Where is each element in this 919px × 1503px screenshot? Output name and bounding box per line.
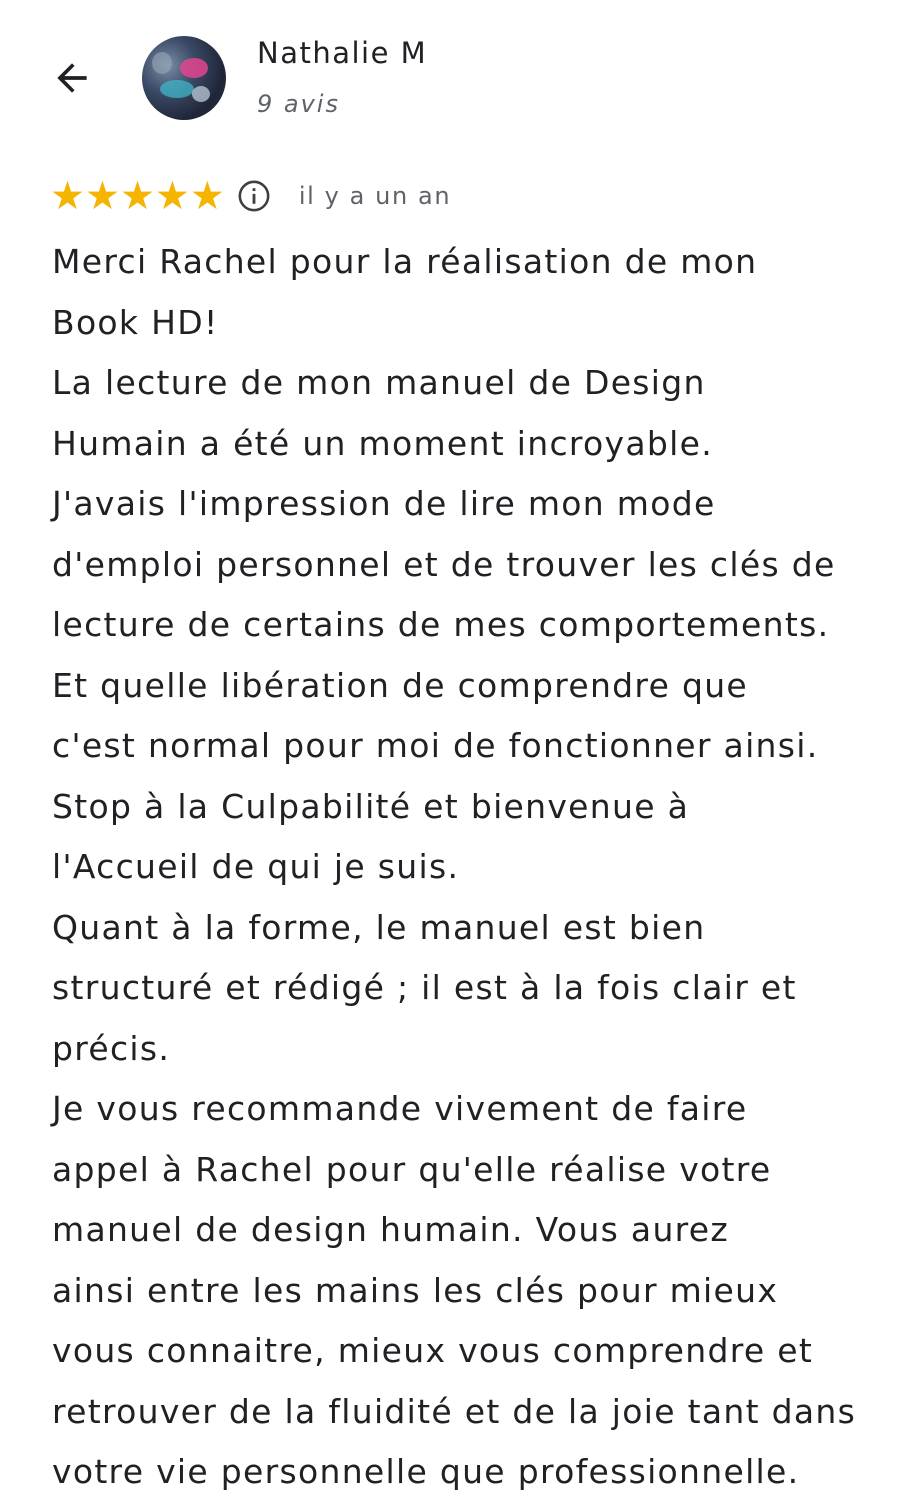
review-count: 9 avis	[257, 90, 340, 118]
star-icon: ★	[119, 173, 155, 219]
review-text-line: manuel de design humain. Vous aurez	[52, 1210, 730, 1249]
star-rating	[50, 173, 225, 219]
reviewer-name[interactable]: Nathalie M	[257, 36, 428, 70]
info-button[interactable]	[237, 179, 271, 213]
review-text-line: d'emploi personnel et de trouver les clés de	[52, 544, 836, 584]
review-date: il y a un an	[298, 182, 452, 210]
review-header	[0, 0, 919, 150]
star-icon: ★	[50, 173, 85, 219]
review-text-line: votre vie personnelle que professionnelle.	[52, 1452, 800, 1491]
review-text-line: Humain a été un moment incroyable.	[52, 423, 713, 463]
review-text-line: c'est normal pour moi de fonctionner ainsi.	[52, 726, 819, 765]
review-text-line: lecture de certains de mes comportements.	[52, 605, 830, 644]
review-text-line: Et quelle libération de comprendre que	[52, 665, 749, 705]
review-text-line: La lecture de mon manuel de Design	[52, 363, 706, 402]
review-text	[52, 232, 882, 1503]
star-icon: ★	[84, 173, 120, 219]
review-text-line: J'avais l'impression de lire mon mode	[52, 484, 716, 523]
review-text-line: Book HD!	[52, 302, 219, 342]
review-meta	[50, 172, 451, 220]
review-text-line: appel à Rachel pour qu'elle réalise votre	[52, 1149, 772, 1189]
review-text-line: retrouver de la fluidité et de la joie tant dans	[52, 1391, 857, 1431]
review-text-line: l'Accueil de qui je suis.	[52, 847, 460, 886]
review-text-line: Quant à la forme, le manuel est bien	[52, 907, 706, 947]
review-text-line: Stop à la Culpabilité et bienvenue à	[52, 786, 690, 826]
info-icon	[237, 179, 271, 213]
review-text-line: Je vous recommande vivement de faire	[52, 1089, 748, 1128]
arrow-left-icon	[50, 56, 94, 100]
back-button[interactable]	[44, 50, 100, 106]
star-icon: ★	[189, 173, 225, 219]
review-text-line: structuré et rédigé ; il est à la fois clair et	[52, 968, 797, 1007]
review-text-line: ainsi entre les mains les clés pour mieux	[52, 1270, 779, 1310]
review-text-line: vous connaitre, mieux vous comprendre et	[52, 1331, 814, 1370]
review-text-line: Merci Rachel pour la réalisation de mon	[52, 242, 758, 281]
star-icon: ★	[154, 173, 190, 219]
review-text-line: précis.	[52, 1028, 171, 1068]
avatar[interactable]	[142, 36, 226, 120]
